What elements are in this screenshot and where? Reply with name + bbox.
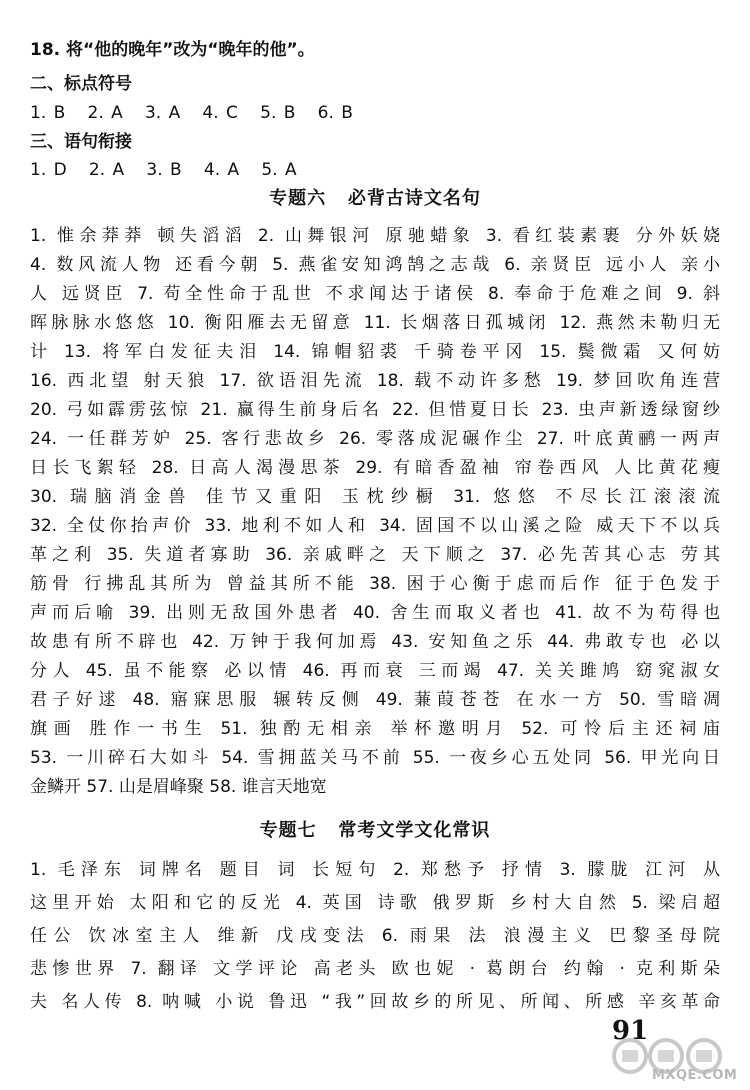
topic6-line: 53. 一川碎石大如斗 54. 雪拥蓝关马不前 55. 一夜乡心五处同 56. 甲光向日	[30, 748, 720, 768]
topic6-line: 旗画 胜作一书生 51. 独酌无相亲 举杯邀明月 52. 可怜后主还祠庙	[30, 719, 720, 739]
topic6-line: 20. 弓如霹雳弦惊 21. 赢得生前身后名 22. 但惜夏日长 23. 虫声新透绿窗纱	[30, 400, 720, 420]
topic6-line: 日长飞絮轻 28. 日高人渴漫思茶 29. 有暗香盈袖 帘卷西风 人比黄花瘦	[30, 458, 720, 478]
topic6-line: 30. 瑞脑消金兽 佳节又重阳 玉枕纱橱 31. 悠悠 不尽长江滚滚流	[30, 487, 720, 507]
section-heading-cohesion: 三、语句衔接	[30, 132, 132, 152]
topic6-line: 君子好逑 48. 寤寐思服 辗转反侧 49. 蒹葭苍苍 在水一方 50. 雪暗凋	[30, 690, 720, 710]
topic7-line: 1. 毛泽东 词牌名 题目 词 长短句 2. 郑愁予 抒情 3. 朦胧 江河 从	[30, 860, 720, 880]
topic7-heading: 专题七 常考文学文化常识	[259, 820, 491, 841]
section-heading-punctuation: 二、标点符号	[30, 74, 132, 94]
topic6-line: 筋骨 行拂乱其所为 曾益其所不能 38. 困于心衡于虑而后作 征于色发于	[30, 574, 720, 594]
topic6-line: 24. 一任群芳妒 25. 客行悲故乡 26. 零落成泥碾作尘 27. 叶底黄鹂一两声	[30, 429, 720, 449]
topic6-line: 晖脉脉水悠悠 10. 衡阳雁去无留意 11. 长烟落日孤城闭 12. 燕然未勒归无	[30, 313, 720, 333]
topic6-line: 计 13. 将军白发征夫泪 14. 锦帽貂裘 千骑卷平冈 15. 鬓微霜 又何妨	[30, 342, 720, 362]
page-number: 91	[612, 1016, 649, 1046]
watermark-text: MXQE.COM	[652, 1068, 738, 1083]
topic6-line: 革之利 35. 失道者寡助 36. 亲戚畔之 天下顺之 37. 必先苦其心志 劳其	[30, 545, 720, 565]
answer-item-18: 18. 将“他的晚年”改为“晚年的他”。	[30, 40, 315, 60]
topic6-line: 4. 数风流人物 还看今朝 5. 燕雀安知鸿鹄之志哉 6. 亲贤臣 远小人 亲小	[30, 255, 720, 275]
topic6-heading: 专题六 必背古诗文名句	[269, 188, 481, 209]
topic6-line: 分人 45. 虽不能察 必以情 46. 再而衰 三而竭 47. 关关雎鸠 窈窕淑女	[30, 661, 720, 681]
topic6-line: 人 远贤臣 7. 苟全性命于乱世 不求闻达于诸侯 8. 奉命于危难之间 9. 斜	[30, 284, 720, 304]
topic6-line: 声而后喻 39. 出则无敌国外患者 40. 舍生而取义者也 41. 故不为苟得也	[30, 603, 720, 623]
punctuation-answers: 1. B 2. A 3. A 4. C 5. B 6. B	[30, 103, 353, 123]
topic7-line: 任公 饮冰室主人 维新 戊戌变法 6. 雨果 法 浪漫主义 巴黎圣母院	[30, 926, 720, 946]
topic6-line: 16. 西北望 射天狼 17. 欲语泪先流 18. 载不动许多愁 19. 梦回吹角连营	[30, 371, 720, 391]
topic6-line: 故患有所不辟也 42. 万钟于我何加焉 43. 安知鱼之乐 44. 弗敢专也 必以	[30, 632, 720, 652]
topic6-line: 32. 全仗你抬声价 33. 地利不如人和 34. 固国不以山溪之险 威天下不以兵	[30, 516, 720, 536]
topic7-line: 夫 名人传 8. 呐喊 小说 鲁迅 “我”回故乡的所见、所闻、所感 辛亥革命	[30, 992, 720, 1012]
cohesion-answers: 1. D 2. A 3. B 4. A 5. A	[30, 160, 297, 180]
topic6-line: 1. 惟余莽莽 顿失滔滔 2. 山舞银河 原驰蜡象 3. 看红装素裹 分外妖娆	[30, 226, 720, 246]
topic7-line: 这里开始 太阳和它的反光 4. 英国 诗歌 俄罗斯 乡村大自然 5. 梁启超	[30, 893, 720, 913]
topic7-line: 悲惨世界 7. 翻译 文学评论 高老头 欧也妮 · 葛朗台 约翰 · 克利斯朵	[30, 959, 720, 979]
topic6-line: 金鳞开 57. 山是眉峰聚 58. 谁言天地宽	[30, 777, 327, 797]
